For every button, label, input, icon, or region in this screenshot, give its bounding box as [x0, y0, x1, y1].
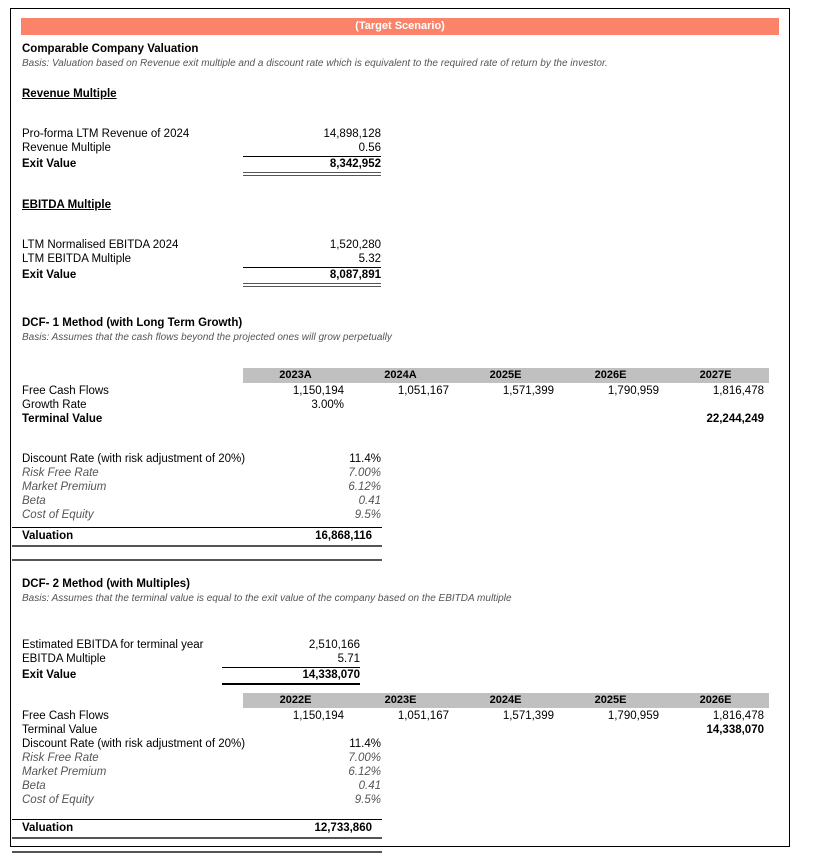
row-value: 1,150,194 [292, 710, 344, 722]
table-row [22, 709, 782, 723]
row-value: 1,571,399 [502, 385, 554, 397]
row-label: Free Cash Flows [22, 710, 109, 722]
row-label: LTM Normalised EBITDA 2024 [22, 239, 179, 251]
row-value: 6.12% [348, 766, 381, 778]
table-row [22, 452, 782, 466]
table-row [22, 157, 782, 171]
row-label: LTM EBITDA Multiple [22, 253, 132, 265]
row-value: 1,051,167 [397, 710, 449, 722]
dcf1-title: DCF- 1 Method (with Long Term Growth) [22, 317, 243, 329]
table-row [22, 466, 782, 480]
table-row [22, 141, 782, 155]
row-value: 9.5% [354, 509, 381, 521]
revenue-multiple-heading: Revenue Multiple [22, 88, 117, 100]
row-label: Cost of Equity [22, 509, 94, 521]
row-value: 11.4% [349, 453, 381, 465]
row-label: Discount Rate (with risk adjustment of 20%) [22, 453, 246, 465]
row-label: Terminal Value [22, 724, 98, 736]
table-row [22, 723, 782, 737]
year-header-cell: 2024A [384, 369, 417, 381]
row-value: 14,898,128 [323, 128, 381, 140]
dcf2-footer-box [12, 837, 382, 853]
table-row [22, 638, 782, 652]
row-value: 22,244,249 [706, 413, 764, 425]
table-row [22, 751, 782, 765]
table-row [22, 765, 782, 779]
comparable-title: Comparable Company Valuation [22, 43, 199, 55]
row-value: 8,342,952 [329, 158, 381, 170]
row-label: Valuation [22, 822, 74, 834]
row-value: 5.32 [358, 253, 381, 265]
row-label: Exit Value [22, 158, 77, 170]
row-label: Cost of Equity [22, 794, 94, 806]
row-value: 1,816,478 [712, 385, 764, 397]
table-row [22, 384, 782, 398]
year-header-cell: 2025E [489, 369, 522, 381]
table-row [22, 238, 782, 252]
table-row [22, 480, 782, 494]
double-rule-line [243, 283, 381, 287]
dcf2-basis: Basis: Assumes that the terminal value is equal to the exit value of the company based on the EBITDA multiple [22, 593, 512, 604]
row-value: 1,051,167 [397, 385, 449, 397]
dcf1-year-header [243, 368, 769, 383]
row-value: 12,733,860 [314, 822, 372, 834]
row-value: 0.56 [358, 142, 381, 154]
valuation-sheet [10, 8, 790, 847]
row-value: 1,790,959 [607, 385, 659, 397]
table-row [22, 779, 782, 793]
row-value: 7.00% [348, 467, 381, 479]
row-value: 0.41 [358, 495, 381, 507]
table-row [22, 737, 782, 751]
row-label: EBITDA Multiple [22, 653, 106, 665]
row-value: 11.4% [349, 738, 381, 750]
rule-line-thick [222, 683, 360, 685]
row-label: Discount Rate (with risk adjustment of 20%) [22, 738, 246, 750]
year-header-cell: 2024E [489, 694, 522, 706]
year-header-cell: 2025E [594, 694, 627, 706]
table-row [22, 127, 782, 141]
row-label: Market Premium [22, 766, 107, 778]
table-row [22, 268, 782, 282]
year-header-cell: 2023A [279, 369, 312, 381]
row-value: 1,816,478 [712, 710, 764, 722]
row-label: Risk Free Rate [22, 467, 99, 479]
row-value: 1,520,280 [329, 239, 381, 251]
row-value: 9.5% [354, 794, 381, 806]
row-label: Risk Free Rate [22, 752, 99, 764]
table-row [22, 252, 782, 266]
row-label: Growth Rate [22, 399, 87, 411]
dcf1-footer-box [12, 545, 382, 561]
dcf1-valuation-row [12, 527, 382, 547]
dcf2-valuation-row [12, 819, 382, 839]
row-value: 0.41 [358, 780, 381, 792]
row-value: 1,150,194 [292, 385, 344, 397]
row-value: 3.00% [311, 399, 344, 411]
comparable-basis: Basis: Valuation based on Revenue exit multiple and a discount rate which is equivalent to the required rate of return by the investor. [22, 58, 608, 69]
year-header-cell: 2027E [699, 369, 732, 381]
row-label: Estimated EBITDA for terminal year [22, 639, 204, 651]
row-label: Valuation [22, 530, 74, 542]
row-value: 1,790,959 [607, 710, 659, 722]
table-row [22, 398, 782, 412]
row-label: Revenue Multiple [22, 142, 111, 154]
row-value: 2,510,166 [308, 639, 360, 651]
year-header-cell: 2026E [699, 694, 732, 706]
dcf2-year-header [243, 693, 769, 708]
row-value: 7.00% [348, 752, 381, 764]
row-value: 14,338,070 [302, 669, 360, 681]
row-label: Pro-forma LTM Revenue of 2024 [22, 128, 190, 140]
table-row [22, 494, 782, 508]
row-label: Beta [22, 780, 46, 792]
scenario-banner: (Target Scenario) [21, 18, 779, 35]
row-value: 1,571,399 [502, 710, 554, 722]
year-header-cell: 2023E [384, 694, 417, 706]
table-row [22, 508, 782, 522]
row-label: Exit Value [22, 669, 77, 681]
year-header-cell: 2026E [594, 369, 627, 381]
dcf1-basis: Basis: Assumes that the cash flows beyond the projected ones will grow perpetually [22, 332, 392, 343]
row-value: 8,087,891 [329, 269, 381, 281]
row-value: 14,338,070 [706, 724, 764, 736]
row-value: 16,868,116 [315, 530, 372, 542]
row-label: Exit Value [22, 269, 77, 281]
year-header-cell: 2022E [279, 694, 312, 706]
double-rule-line [243, 172, 381, 176]
row-value: 6.12% [348, 481, 381, 493]
table-row [22, 793, 782, 807]
row-label: Free Cash Flows [22, 385, 109, 397]
ebitda-multiple-heading: EBITDA Multiple [22, 199, 112, 211]
row-label: Beta [22, 495, 46, 507]
table-row [22, 668, 782, 682]
row-value: 5.71 [337, 653, 360, 665]
dcf2-title: DCF- 2 Method (with Multiples) [22, 578, 191, 590]
table-row [22, 652, 782, 666]
row-label: Terminal Value [22, 413, 103, 425]
table-row [22, 412, 782, 426]
row-label: Market Premium [22, 481, 107, 493]
